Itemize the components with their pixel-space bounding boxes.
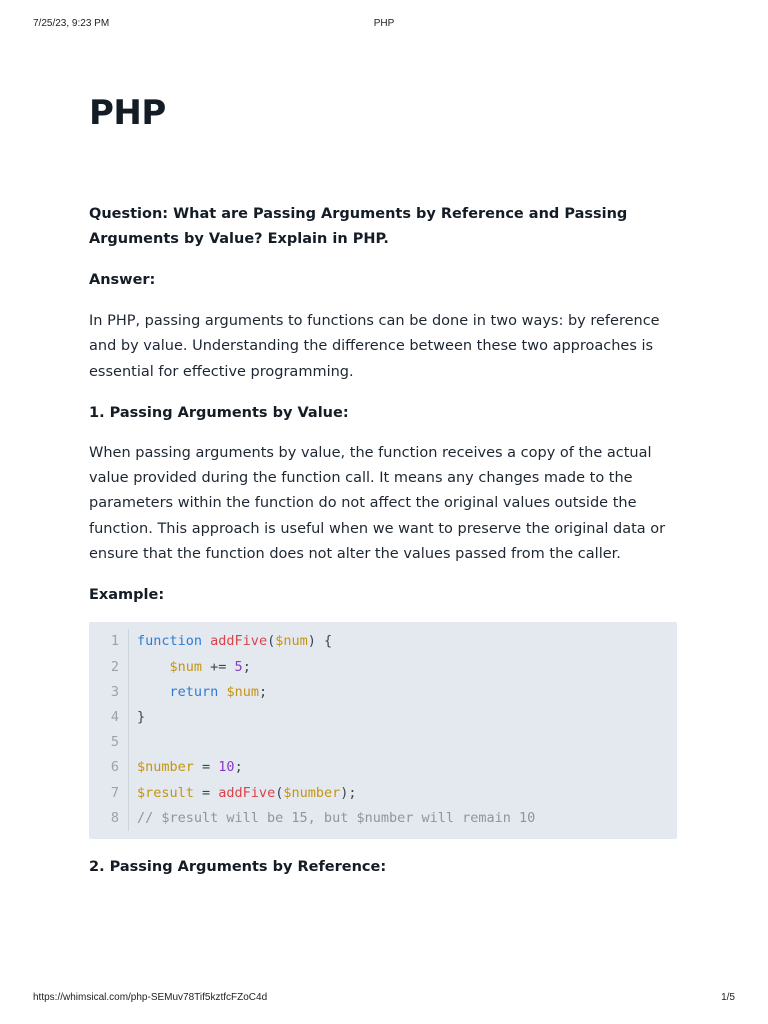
code-punct: ( [267,633,276,650]
print-url[interactable]: https://whimsical.com/php-SEMuv78Tif5kztfcFZoC4d [33,992,268,1003]
section1-heading: 1. Passing Arguments by Value: [89,404,349,421]
code-variable: $number [283,784,341,801]
code-punct: ; [242,658,251,675]
code-punct: ( [275,784,284,801]
code-line [89,730,535,755]
code-keyword: return [169,683,219,700]
code-function: addFive [210,633,268,650]
code-punct: ) { [307,633,333,650]
answer-label: Answer: [89,272,156,288]
code-number: 10 [218,759,235,776]
document-content [89,90,679,895]
code-variable: $num [275,633,308,650]
code-variable: $number [137,759,194,776]
question-text: Question: What are Passing Arguments by Reference and Passing Arguments by Value? Explain in PHP. [89,206,628,247]
section1-paragraph: When passing arguments by value, the function receives a copy of the actual value provided during the function call. It means any changes made to the parameters within the function do not affect the original values outside the function. This approach is useful when we want to preserve the original data or ensure that the function does not alter the values passed from the caller. [89,444,666,563]
line-number: 5 [89,730,129,755]
code-indent [137,659,170,675]
code-line [89,806,535,831]
code-punct: ; [258,683,268,700]
code-indent [137,684,170,700]
code-comment: // $result will be 15, but $number will remain 10 [137,809,536,826]
code-operator: = [193,759,219,776]
page-number: 1/5 [721,992,735,1003]
example-label: Example: [89,587,165,604]
code-line [89,755,535,780]
code-line [89,655,535,680]
code-line [89,781,535,806]
line-number: 2 [89,655,129,680]
code-block[interactable] [89,622,677,839]
section2-heading: 2. Passing Arguments by Reference: [89,859,387,876]
code-operator: += [202,658,235,675]
intro-paragraph: In PHP, passing arguments to functions can be done in two ways: by reference and by value. Understanding the difference between these two approaches is essential for effective programming. [89,313,660,380]
code-line [89,680,535,705]
code-punct: ); [340,784,357,801]
line-number: 3 [89,680,129,705]
code-line [89,705,535,730]
line-number: 6 [89,755,129,780]
print-title: PHP [373,18,395,29]
line-number: 4 [89,705,129,730]
line-number: 1 [89,629,129,654]
code-variable: $num [226,683,259,700]
code-function: addFive [218,784,276,801]
code-operator: = [193,784,219,801]
code-variable: $result [137,784,194,801]
print-date: 7/25/23, 9:23 PM [33,18,110,29]
code-number: 5 [234,658,243,675]
code-variable: $num [169,658,203,675]
line-number: 7 [89,781,129,806]
code-line [89,629,535,654]
line-number: 8 [89,806,129,831]
page-title: PHP [89,93,166,133]
code-punct: ; [234,759,243,776]
code-punct: } [137,708,146,725]
code-keyword: function [137,633,203,650]
